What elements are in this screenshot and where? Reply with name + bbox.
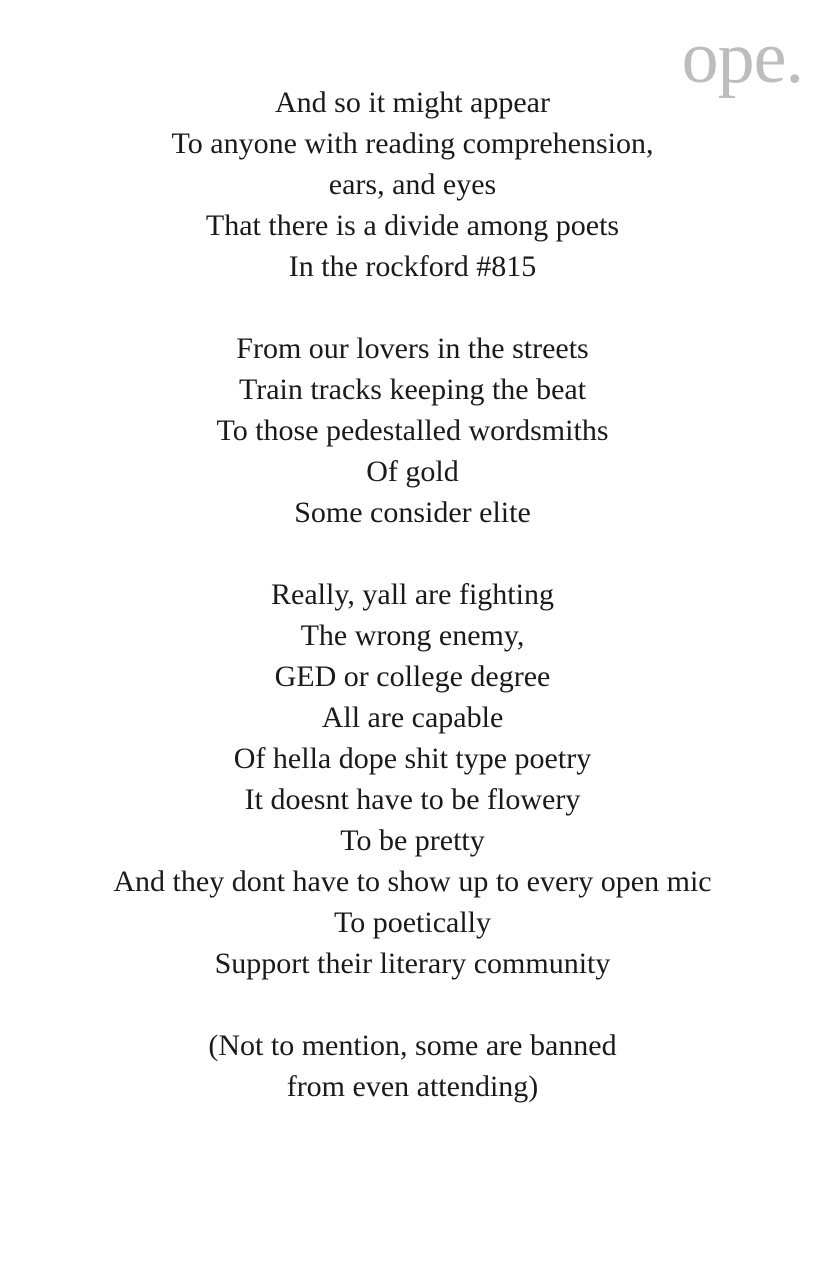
poem-line: Support their literary community	[214, 947, 611, 980]
poem-line: Of hella dope shit type poetry	[233, 742, 592, 775]
poem-line: Really, yall are fighting	[271, 578, 554, 611]
stanza-4	[0, 1025, 825, 1107]
logo-wordmark: ope.	[681, 17, 803, 99]
poem-line: From our lovers in the streets	[236, 332, 589, 365]
poem-line: To those pedestalled wordsmiths	[216, 414, 609, 447]
poem-line: To be pretty	[340, 824, 485, 857]
poem-line: ears, and eyes	[328, 168, 497, 201]
poem-line: The wrong enemy,	[300, 619, 525, 652]
poem-line: To anyone with reading comprehension,	[171, 127, 654, 160]
poem-line: In the rockford #815	[288, 250, 537, 283]
poem-line: All are capable	[321, 701, 504, 734]
poem-line: Of gold	[366, 455, 459, 488]
poem-line: GED or college degree	[274, 660, 551, 693]
poem-line: Train tracks keeping the beat	[238, 373, 587, 406]
poem-line: It doesnt have to be flowery	[244, 783, 581, 816]
poem-line: (Not to mention, some are banned	[208, 1029, 617, 1062]
stanza-1	[0, 82, 825, 287]
poem-line: And so it might appear	[275, 86, 550, 119]
stanza-3	[0, 574, 825, 984]
poem-line: from even attending)	[286, 1070, 539, 1103]
poem-body	[0, 82, 825, 1148]
poem-line: To poetically	[333, 906, 492, 939]
poem-line: That there is a divide among poets	[205, 209, 620, 242]
poem-line: And they dont have to show up to every open mic	[113, 865, 712, 898]
stanza-2	[0, 328, 825, 533]
poem-line: Some consider elite	[294, 496, 531, 529]
